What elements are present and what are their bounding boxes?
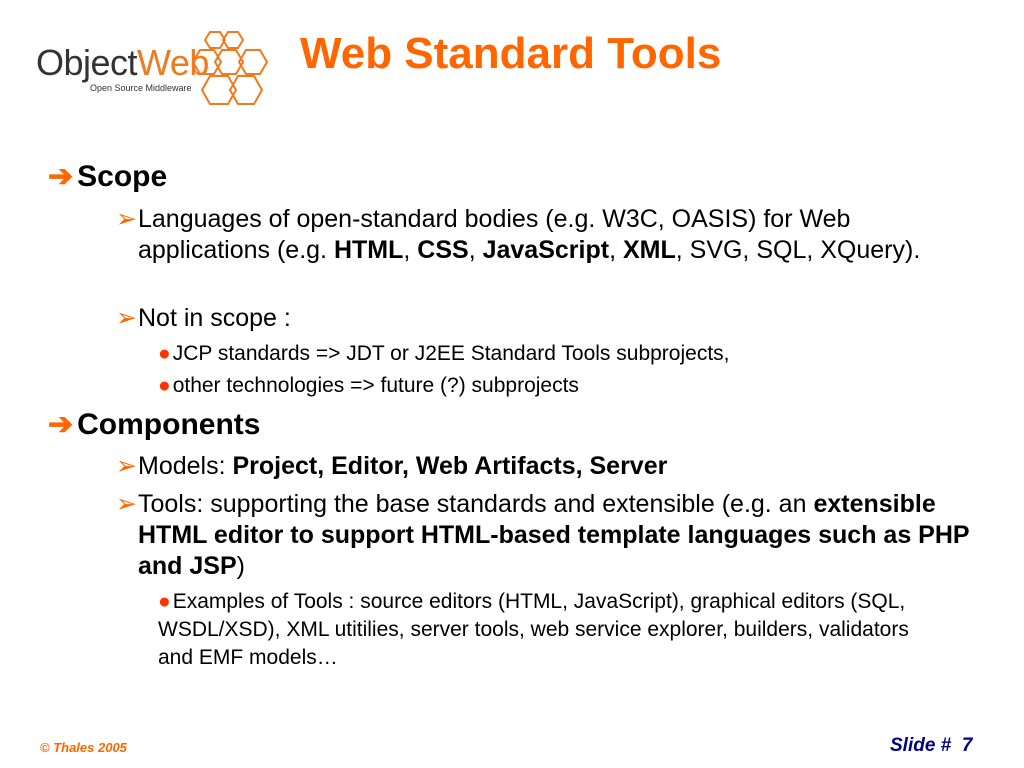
right-arrow-icon: ➔ <box>48 408 74 441</box>
item-text: , <box>609 236 623 264</box>
logo-brand-part1: Object <box>36 42 138 83</box>
section-heading-scope <box>48 162 167 192</box>
dot-icon: ● <box>158 342 171 365</box>
slide-number: 7 <box>961 735 973 756</box>
logo-wordmark <box>36 42 209 83</box>
section-heading-label: Components <box>77 408 261 441</box>
item-text: , <box>468 236 483 264</box>
item-bold: CSS <box>417 236 469 264</box>
item-bold: XML <box>622 236 676 264</box>
sub-list-item <box>158 588 938 672</box>
sub-list-item <box>158 340 958 368</box>
chevron-right-icon: ➢ <box>116 490 137 518</box>
subitem-text: JCP standards => JDT or J2EE Standard Tools subprojects, <box>172 342 730 365</box>
item-text: , SVG, SQL, XQuery). <box>675 236 921 264</box>
list-item <box>116 204 988 266</box>
chevron-right-icon: ➢ <box>116 304 137 332</box>
item-text: Models: <box>138 452 233 480</box>
list-item <box>116 303 988 334</box>
dot-icon: ● <box>158 590 171 613</box>
slide-title: Web Standard Tools <box>300 29 722 78</box>
objectweb-logo <box>30 28 280 114</box>
item-bold: Project, Editor, Web Artifacts, Server <box>232 452 668 480</box>
item-text: Languages of open-standard bodies (e.g. W3C, OASIS) for Web applications (e.g. <box>138 205 851 264</box>
item-text: , <box>403 236 418 264</box>
list-item <box>116 489 988 582</box>
item-bold: extensible HTML editor to support HTML-based template languages such as PHP and JSP <box>138 490 970 580</box>
item-text: Tools: supporting the base standards and extensible (e.g. an <box>138 490 814 518</box>
list-item <box>116 451 988 482</box>
section-heading-label: Scope <box>77 160 168 193</box>
slide-number-label: Slide # <box>890 735 952 756</box>
chevron-right-icon: ➢ <box>116 205 137 233</box>
hexagon-cluster-icon <box>190 28 280 114</box>
item-bold: JavaScript <box>482 236 610 264</box>
logo-tagline: Open Source Middleware <box>90 83 192 93</box>
subitem-text: Examples of Tools : source editors (HTML, JavaScript), graphical editors (SQL, WSDL/XSD), XML utitilies, server tools, web service explorer, builders, validators and EMF models… <box>158 590 909 669</box>
chevron-right-icon: ➢ <box>116 452 137 480</box>
slide-number-footer <box>890 735 972 757</box>
sub-list-item <box>158 372 958 400</box>
item-bold: HTML <box>333 236 404 264</box>
copyright-footer: © Thales 2005 <box>40 740 127 755</box>
item-text: Not in scope : <box>138 304 291 332</box>
section-heading-components <box>48 410 260 440</box>
dot-icon: ● <box>158 374 171 397</box>
right-arrow-icon: ➔ <box>48 160 74 193</box>
logo-brand-part2: Web <box>137 42 209 83</box>
subitem-text: other technologies => future (?) subprojects <box>172 374 579 397</box>
item-text: ) <box>236 552 245 580</box>
